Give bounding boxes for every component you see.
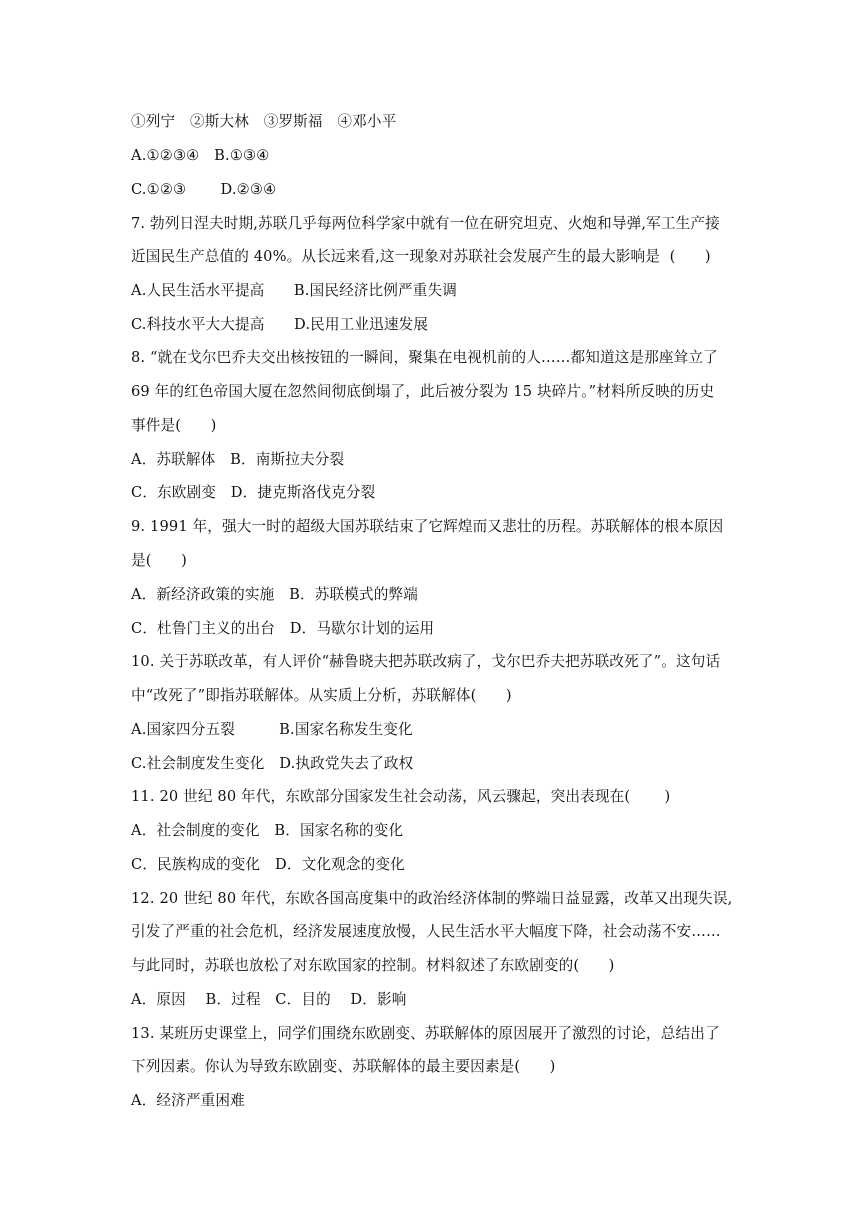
text-line: C．民族构成的变化 D．文化观念的变化 bbox=[131, 856, 405, 873]
text-line: 与此同时，苏联也放松了对东欧国家的控制。材料叙述了东欧剧变的( ) bbox=[131, 957, 615, 974]
text-line: C．东欧剧变 D．捷克斯洛伐克分裂 bbox=[131, 484, 376, 501]
text-line: ①列宁 ②斯大林 ③罗斯福 ④邓小平 bbox=[131, 113, 397, 130]
text-line: 9. 1991 年，强大一时的超级大国苏联结束了它辉煌而又悲壮的历程。苏联解体的根本原因 bbox=[131, 518, 724, 535]
text-line: 近国民生产总值的 40%。从长远来看,这一现象对苏联社会发展产生的最大影响是 ( ) bbox=[131, 248, 711, 265]
text-line: A．经济严重困难 bbox=[131, 1092, 245, 1109]
text-line: 12. 20 世纪 80 年代，东欧各国高度集中的政治经济体制的弊端日益显露，改革又出现失误, bbox=[131, 890, 733, 907]
text-line: A.国家四分五裂 B.国家名称发生变化 bbox=[131, 721, 413, 738]
text-line: C.科技水平大大提高 D.民用工业迅速发展 bbox=[131, 316, 429, 333]
text-line: 8. “就在戈尔巴乔夫交出核按钮的一瞬间，聚集在电视机前的人……都知道这是那座耸立了 bbox=[131, 349, 718, 366]
text-line: C.社会制度发生变化 D.执政党失去了政权 bbox=[131, 755, 414, 772]
text-line: 10. 关于苏联改革，有人评价“赫鲁晓夫把苏联改病了，戈尔巴乔夫把苏联改死了”。这句话 bbox=[131, 653, 721, 670]
text-line: A．社会制度的变化 B．国家名称的变化 bbox=[131, 822, 404, 839]
text-line: 69 年的红色帝国大厦在忽然间彻底倒塌了，此后被分裂为 15 块碎片。”材料所反映的历史 bbox=[131, 383, 715, 400]
text-line: 11. 20 世纪 80 年代，东欧部分国家发生社会动荡，风云骤起，突出表现在( ) bbox=[131, 788, 671, 805]
text-line: A.①②③④ B.①③④ bbox=[131, 147, 270, 164]
text-line: 引发了严重的社会危机，经济发展速度放慢，人民生活水平大幅度下降，社会动荡不安…… bbox=[131, 923, 721, 940]
text-line: 是( ) bbox=[131, 552, 187, 569]
text-line: 事件是( ) bbox=[131, 417, 217, 434]
text-line: A．新经济政策的实施 B．苏联模式的弊端 bbox=[131, 586, 418, 603]
text-line: A．原因 B．过程 C．目的 D．影响 bbox=[131, 991, 407, 1008]
text-line: 13. 某班历史课堂上，同学们围绕东欧剧变、苏联解体的原因展开了激烈的讨论，总结出了 bbox=[131, 1025, 720, 1042]
text-line: C．杜鲁门主义的出台 D．马歇尔计划的运用 bbox=[131, 620, 435, 637]
text-line: A．苏联解体 B．南斯拉夫分裂 bbox=[131, 451, 345, 468]
text-line: 下列因素。你认为导致东欧剧变、苏联解体的最主要因素是( ) bbox=[131, 1058, 556, 1075]
text-line: A.人民生活水平提高 B.国民经济比例严重失调 bbox=[131, 282, 458, 299]
text-line: 中“改死了”即指苏联解体。从实质上分析，苏联解体( ) bbox=[131, 687, 512, 704]
text-line: C.①②③ D.②③④ bbox=[131, 181, 277, 198]
text-line: 7. 勃列日涅夫时期,苏联几乎每两位科学家中就有一位在研究坦克、火炮和导弹,军工生产接 bbox=[131, 215, 720, 232]
